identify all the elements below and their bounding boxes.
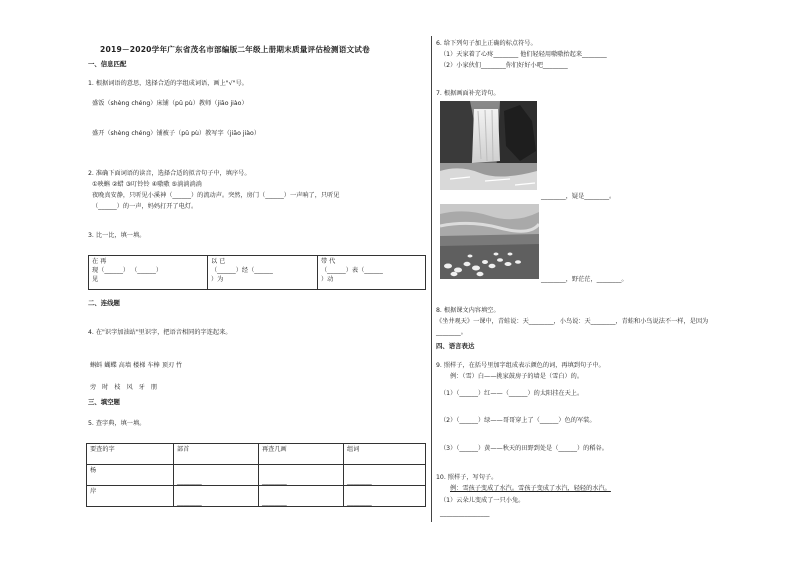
q3-cell-3-line2: ）动: [321, 276, 334, 283]
q5-table: [86, 443, 426, 507]
q3-cell-3-line1: （______）表（______: [321, 267, 383, 274]
q5-row2-word[interactable]: ________: [344, 486, 426, 507]
q7-stem: 7. 根据画面补充诗句。: [436, 90, 500, 97]
section-heading-2: 二、连线题: [88, 299, 120, 307]
q6-stem: 6. 给下列句子加上正确的标点符号。: [436, 40, 537, 47]
q5-row1-radical[interactable]: ________: [174, 465, 259, 486]
q8-line2: ________。: [436, 329, 467, 336]
q3-cell-1-line1: 现（______） （______）: [92, 267, 163, 274]
q3-cell-2-head: 以 已: [211, 258, 226, 265]
q7-caption-2: ________，野茫茫，________。: [541, 276, 628, 283]
q5-row1-char: 杨: [87, 465, 174, 486]
q6-line1: （1）天家着了心疼________ 他们轻轻用嗷嗷抬起来________: [440, 51, 607, 58]
q9-example: 例：（雪）白——挑家鼓房子的墙是（雪白）的。: [450, 373, 584, 380]
q5-row2-radical[interactable]: ________: [174, 486, 259, 507]
q9-line2: （2）（______）绿——哥哥穿上了（______）色的军装。: [440, 417, 596, 424]
q6-line2: （2）小家伙们________你们好好小吧________: [440, 62, 568, 69]
q4-row2: 旁 时 枝 风 牙 朋: [90, 384, 159, 391]
grassland-image: [440, 204, 539, 279]
q3-cell-1: [89, 256, 208, 290]
q3-cell-3: [318, 256, 426, 290]
q7-caption-1: ________，疑是________。: [541, 193, 616, 200]
q3-cell-3-head: 带 代: [321, 258, 336, 265]
q5-row1-word[interactable]: ________: [344, 465, 426, 486]
q9-stem: 9. 照样子，在括号里加字组成表示颜色的词，再填到句子中。: [436, 362, 605, 369]
section-heading-3: 三、填空题: [88, 398, 120, 406]
q10-example: 例：雪孩子变成了水汽。雪孩子变成了水汽，轻轻的水汽。: [450, 485, 611, 492]
q2-text1: 夜晚真安静，只听见小溪神（______）的流动声。突然，房门（______）一声响了，只听见: [92, 192, 340, 199]
q10-answer-line[interactable]: ________________: [440, 510, 490, 517]
q3-cell-1-head: 在 再: [92, 258, 107, 265]
q3-table: [88, 255, 426, 290]
q1-stem: 1. 根据词语的意思，选择合适的字组成词语，画上"√"号。: [88, 80, 248, 87]
q5-stem: 5. 查字典，填一填。: [88, 420, 146, 427]
section-heading-1: 一、信息匹配: [88, 60, 127, 68]
q2-stem: 2. 准确下面词语的读音，选择合适的拟音句子中，填序号。: [88, 170, 251, 177]
q8-line1: 《坐井观天》一课中，青蛙说：天________，小鸟说：天________，青蛙和小鸟说法不一样，是因为: [436, 318, 709, 325]
q5-header-2: 部首: [174, 444, 259, 465]
waterfall-image: [440, 101, 537, 190]
q9-line1: （1）（______）红——（______）的太阳挂在天上。: [440, 390, 584, 397]
q2-text2: （______）的一声，妈妈打开了电灯。: [92, 203, 198, 210]
q9-line3: （3）（______）黄——秋天的田野到处是（______）的稻谷。: [440, 445, 608, 452]
q5-header-1: 要查的字: [87, 444, 174, 465]
q5-header-3: 再查几画: [259, 444, 344, 465]
q3-cell-2: [208, 256, 318, 290]
page-title: 2019－2020学年广东省茂名市部编版二年级上册期末质量评估检测语文试卷: [100, 45, 370, 54]
q2-options: ①映蝌 ②蜡 ③叮铃铃 ④嗷嗷 ⑤淌淌淌淌: [92, 181, 202, 188]
q5-row1-strokes[interactable]: ________: [259, 465, 344, 486]
q3-cell-1-line2: 见: [92, 276, 99, 283]
q5-header-4: 组词: [344, 444, 426, 465]
q10-line1: （1）云朵儿变成了一只小兔。: [440, 497, 525, 504]
column-divider: [431, 36, 432, 522]
q1-line1: 盛饭（shèng chéng）床铺（pū pù）教师（jiāo jiào）: [92, 100, 248, 107]
q1-line2: 盛开（shèng chéng）铺被子（pū pù）教写字（jiāo jiào）: [92, 130, 261, 137]
q3-cell-2-line2: ）为: [211, 276, 224, 283]
q8-stem: 8. 根据课文内容填空。: [436, 307, 500, 314]
q3-stem: 3. 比一比，填一填。: [88, 232, 146, 239]
q10-stem: 10. 照样子，写句子。: [436, 474, 498, 481]
q4-row1: 蝌蚪 蝴蝶 高墙 楼梯 车棒 顶刃 竹: [90, 362, 183, 369]
q5-row2-char: 岸: [87, 486, 174, 507]
section-heading-4: 四、语言表达: [436, 342, 475, 350]
q5-row2-strokes[interactable]: ________: [259, 486, 344, 507]
q4-stem: 4. 在"识字加油站"里识字，把语音相同的字连起来。: [88, 329, 232, 336]
q3-cell-2-line1: （______）经（______: [211, 267, 273, 274]
